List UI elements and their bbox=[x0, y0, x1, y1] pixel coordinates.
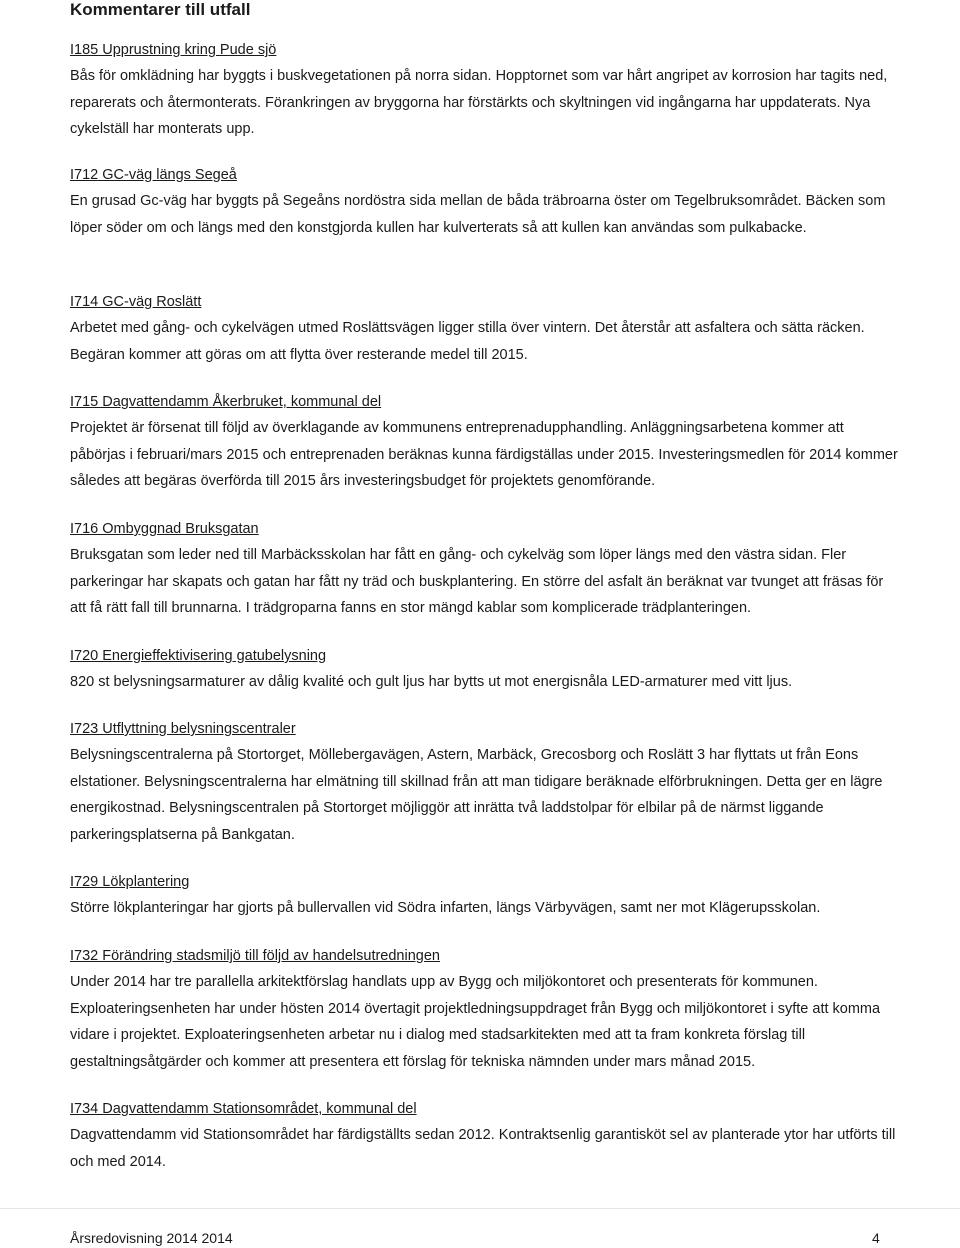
section-i716 bbox=[70, 516, 900, 622]
section-heading: I723 Utflyttning belysningscentraler bbox=[70, 721, 296, 737]
section-body: Bås för omklädning har byggts i buskvegetationen på norra sidan. Hopptornet som var hårt angripet av korrosion har tagits ned, reparerats och återmonterats. Förankringen av bryggorna har förstärkts och skyltningen vid ingångarna har uppdaterats. Nya cykelställ har monterats upp. bbox=[70, 68, 888, 137]
section-heading: I715 Dagvattendamm Åkerbruket, kommunal del bbox=[70, 394, 382, 410]
section-heading: I712 GC-väg längs Segeå bbox=[70, 167, 237, 183]
section-i714 bbox=[70, 289, 900, 368]
section-body: Dagvattendamm vid Stationsområdet har färdigställts sedan 2012. Kontraktsenlig garantisköt sel av planterade ytor har utförts till och med 2014. bbox=[70, 1127, 896, 1170]
section-i720 bbox=[70, 643, 900, 696]
section-i732 bbox=[70, 943, 900, 1075]
footer-divider bbox=[0, 1208, 960, 1209]
section-heading: I185 Upprustning kring Pude sjö bbox=[70, 42, 277, 58]
section-heading: I734 Dagvattendamm Stationsområdet, kommunal del bbox=[70, 1101, 417, 1117]
section-i734 bbox=[70, 1096, 900, 1175]
footer-document-title: Årsredovisning 2014 2014 bbox=[70, 1230, 233, 1246]
section-body: Belysningscentralerna på Stortorget, Möllebergavägen, Astern, Marbäck, Grecosborg och Roslätt 3 har flyttats ut från Eons elstationer. Belysningscentralerna har elmätning till skillnad från att man tidigare beräknade elförbrukningen. Detta ger en lägre energikostnad. Belysningscentralen på Stortorget möjliggör att inrätta två laddstolpar för elbilar på de närmst liggande parkeringsplatserna på Bankgatan. bbox=[70, 747, 883, 843]
section-i185 bbox=[70, 37, 900, 143]
section-heading: I729 Lökplantering bbox=[70, 874, 190, 890]
page-title: Kommentarer till utfall bbox=[70, 0, 251, 19]
section-heading: I714 GC-väg Roslätt bbox=[70, 294, 202, 310]
section-heading: I732 Förändring stadsmiljö till följd av handelsutredningen bbox=[70, 948, 440, 964]
section-body: Projektet är försenat till följd av överklagande av kommunens entreprenadupphandling. Anläggningsarbetena kommer att påbörjas i februari/mars 2015 och entreprenaden beräknas kunna färdigställas under 2015. Investeringsmedlen för 2014 kommer således att begäras överförda till 2015 års investeringsbudget för projektets genomförande. bbox=[70, 420, 898, 489]
section-body: Större lökplanteringar har gjorts på bullervallen vid Södra infarten, längs Värbyvägen, samt ner mot Klägerupsskolan. bbox=[70, 900, 821, 916]
section-body: 820 st belysningsarmaturer av dålig kvalité och gult ljus har bytts ut mot energisnåla LED-armaturer med vitt ljus. bbox=[70, 674, 793, 690]
section-body: En grusad Gc-väg har byggts på Segeåns nordöstra sida mellan de båda träbroarna öster om Tegelbruksområdet. Bäcken som löper söder om och längs med den konstgjorda kullen har kulverterats så att kullen kan användas som pulkabacke. bbox=[70, 193, 886, 236]
footer-page-number: 4 bbox=[872, 1230, 880, 1246]
section-i715 bbox=[70, 389, 900, 495]
section-body: Bruksgatan som leder ned till Marbäcksskolan har fått en gång- och cykelväg som löper längs med den västra sidan. Fler parkeringar har skapats och gatan har fått ny träd och buskplantering. En större del asfalt än beräknat var tvunget att fräsas för att få rätt fall till brunnarna. I trädgroparna fanns en stor mängd kablar som komplicerade trädplanteringen. bbox=[70, 547, 884, 616]
section-i729 bbox=[70, 869, 900, 922]
section-body: Arbetet med gång- och cykelvägen utmed Roslättsvägen ligger stilla över vintern. Det återstår att asfaltera och sätta räcken. Begäran kommer att göras om att flytta över resterande medel till 2015. bbox=[70, 320, 865, 363]
section-i723 bbox=[70, 716, 900, 848]
section-i712 bbox=[70, 162, 900, 241]
section-body: Under 2014 har tre parallella arkitektförslag handlats upp av Bygg och miljökontoret och presenterats för kommunen. Exploateringsenheten har under hösten 2014 övertagit projektledningsuppdraget från Bygg och miljökontoret i syfte att komma vidare i projektet. Exploateringsenheten arbetar nu i dialog med stadsarkitekten med att ta fram konkreta förslag till gestaltningsåtgärder och kommer att presentera ett förslag för tekniska nämnden under mars månad 2015. bbox=[70, 974, 881, 1070]
section-heading: I716 Ombyggnad Bruksgatan bbox=[70, 521, 259, 537]
section-heading: I720 Energieffektivisering gatubelysning bbox=[70, 648, 327, 664]
